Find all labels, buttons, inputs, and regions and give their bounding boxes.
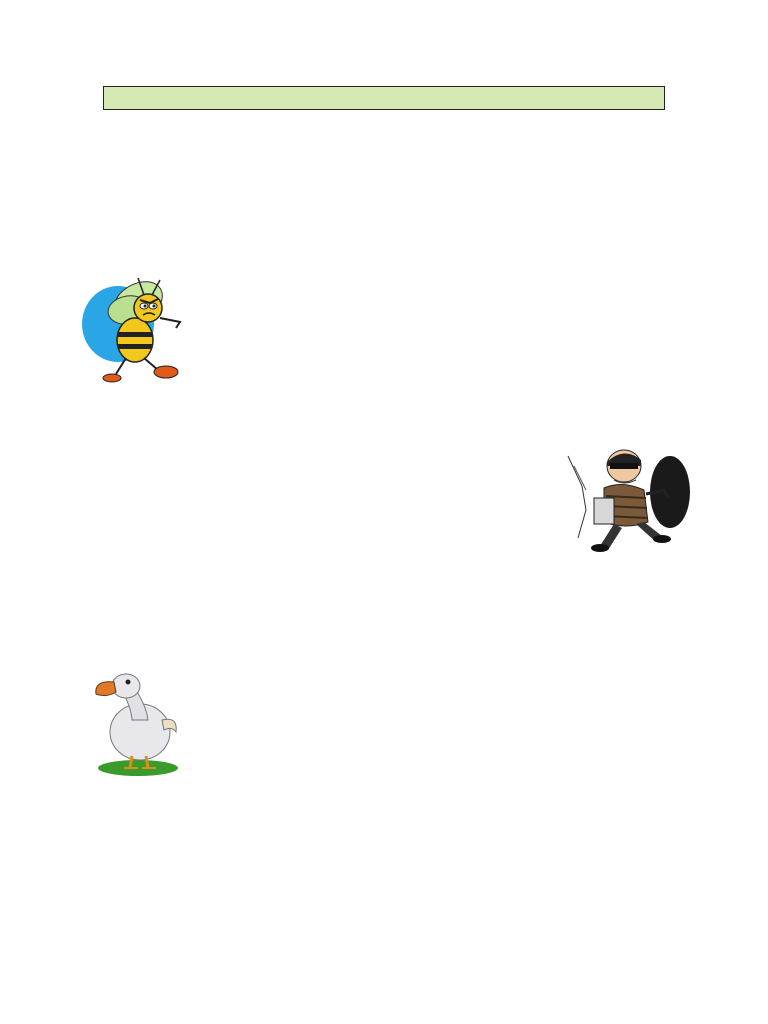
- worksheet-title: [103, 86, 665, 110]
- burglar-illustration: [564, 446, 694, 554]
- wasp-illustration: [80, 262, 210, 390]
- dodo-illustration: [92, 660, 182, 778]
